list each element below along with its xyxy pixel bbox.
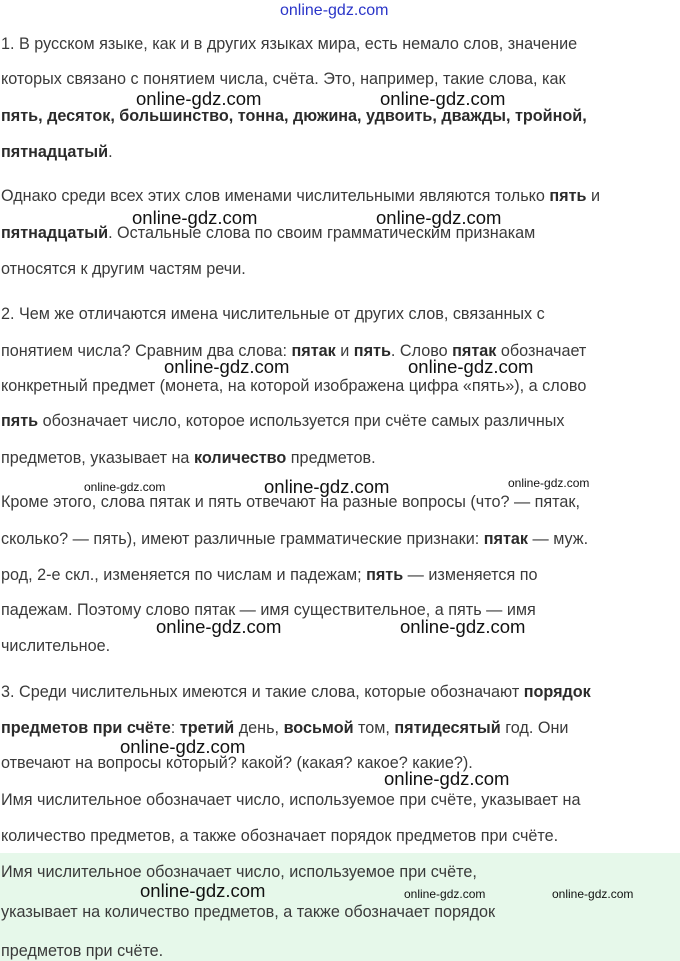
watermark-text: online-gdz.com: [508, 476, 590, 490]
text-line: [1, 186, 600, 206]
watermark-text: online-gdz.com: [132, 207, 258, 228]
bold-text: пять: [353, 342, 391, 360]
text-run: относятся к другим частям речи.: [1, 260, 246, 278]
text-line: [1, 142, 113, 162]
text-run: том,: [353, 719, 395, 737]
watermark-text: online-gdz.com: [384, 768, 510, 789]
watermark-text: online-gdz.com: [136, 88, 262, 109]
text-run: и: [335, 342, 354, 360]
bold-text: пятак: [483, 530, 529, 548]
watermark-text: online-gdz.com: [156, 616, 282, 637]
text-run: падежам. Поэтому слово пятак — имя существительное, а пять — имя: [1, 601, 536, 619]
bold-text: пять: [1, 412, 39, 430]
text-run: Имя числительное обозначает число, используемое при счёте, указывает на: [1, 791, 581, 809]
text-line: [1, 718, 568, 738]
text-line: [1, 941, 163, 961]
text-line: [1, 259, 246, 279]
bold-text: пять: [549, 187, 587, 205]
text-line: [1, 376, 586, 396]
text-run: количество предметов, а также обозначает порядок предметов при счёте.: [1, 827, 559, 845]
text-run: .: [108, 143, 113, 161]
text-line: [1, 902, 495, 922]
bold-text: пятак: [291, 342, 336, 360]
text-line: [1, 529, 588, 549]
text-run: род, 2-е скл., изменяется по числам и падежам;: [1, 566, 367, 584]
text-run: обозначает число, которое используется при счёте самых различных: [38, 412, 565, 430]
bold-text: третий: [179, 719, 235, 737]
text-run: Кроме этого, слова пятак и пять отвечают на разные вопросы (что? — пятак,: [1, 493, 580, 511]
watermark-text: online-gdz.com: [376, 207, 502, 228]
text-run: 1. В русском языке, как и в других языках мира, есть немало слов, значение: [1, 35, 578, 53]
watermark-text: online-gdz.com: [552, 887, 634, 901]
text-run: числительное.: [1, 637, 111, 655]
watermark-text: online-gdz.com: [164, 356, 290, 377]
bold-text: количество: [193, 449, 287, 467]
bold-text: порядок: [523, 683, 591, 701]
header-watermark: online-gdz.com: [280, 2, 389, 19]
watermark-text: online-gdz.com: [404, 887, 486, 901]
text-line: [1, 69, 566, 89]
text-line: [1, 826, 558, 846]
text-run: год. Они: [500, 719, 569, 737]
text-run: — изменяется по: [403, 566, 538, 584]
text-line: [1, 34, 577, 54]
text-run: 2. Чем же отличаются имена числительные от других слов, связанных с: [1, 305, 545, 323]
text-run: :: [170, 719, 180, 737]
text-run: предметов, указывает на: [1, 449, 194, 467]
text-run: отвечают на вопросы который? какой? (какая? какое? какие?).: [1, 754, 473, 772]
watermark-text: online-gdz.com: [84, 480, 166, 494]
text-run: конкретный предмет (монета, на которой изображена цифра «пять»), а слово: [1, 377, 587, 395]
text-run: предметов.: [286, 449, 376, 467]
bold-text: пять: [366, 566, 404, 584]
text-line: [1, 304, 545, 324]
text-line: [1, 411, 565, 431]
watermark-text: online-gdz.com: [380, 88, 506, 109]
bold-text: пятнадцатый: [1, 224, 109, 242]
bold-text: предметов при счёте: [1, 719, 171, 737]
text-line: [1, 565, 538, 585]
text-run: и: [586, 187, 601, 205]
bold-text: пять, десяток, большинство, тонна, дюжина, удвоить, дважды, тройной,: [1, 107, 587, 125]
bold-text: пятак: [452, 342, 497, 360]
watermark-text: online-gdz.com: [400, 616, 526, 637]
text-run: указывает на количество предметов, а также обозначает порядок: [1, 903, 496, 921]
text-run: 3. Среди числительных имеются и такие слова, которые обозначают: [1, 683, 524, 701]
text-run: которых связано с понятием числа, счёта. Это, например, такие слова, как: [1, 70, 566, 88]
text-run: . Слово: [390, 342, 453, 360]
text-run: сколько? — пять), имеют различные грамматические признаки:: [1, 530, 484, 548]
bold-text: восьмой: [283, 719, 354, 737]
watermark-text: online-gdz.com: [408, 356, 534, 377]
text-run: обозначает: [496, 342, 587, 360]
watermark-text: online-gdz.com: [140, 880, 266, 901]
bold-text: пятнадцатый: [1, 143, 109, 161]
text-run: . Остальные слова по своим грамматическим признакам: [108, 224, 536, 242]
bold-text: пятидесятый: [394, 719, 501, 737]
text-line: [1, 862, 477, 882]
text-run: Имя числительное обозначает число, используемое при счёте,: [1, 863, 477, 881]
watermark-text: online-gdz.com: [264, 476, 390, 497]
text-run: предметов при счёте.: [1, 942, 164, 960]
text-run: Однако среди всех этих слов именами числительными являются только: [1, 187, 550, 205]
text-line: [1, 682, 591, 702]
text-line: [1, 790, 580, 810]
text-run: понятием числа? Сравним два слова:: [1, 342, 292, 360]
watermark-text: online-gdz.com: [120, 736, 246, 757]
text-line: [1, 448, 376, 468]
text-run: — муж.: [528, 530, 589, 548]
text-run: день,: [234, 719, 284, 737]
text-line: [1, 636, 110, 656]
